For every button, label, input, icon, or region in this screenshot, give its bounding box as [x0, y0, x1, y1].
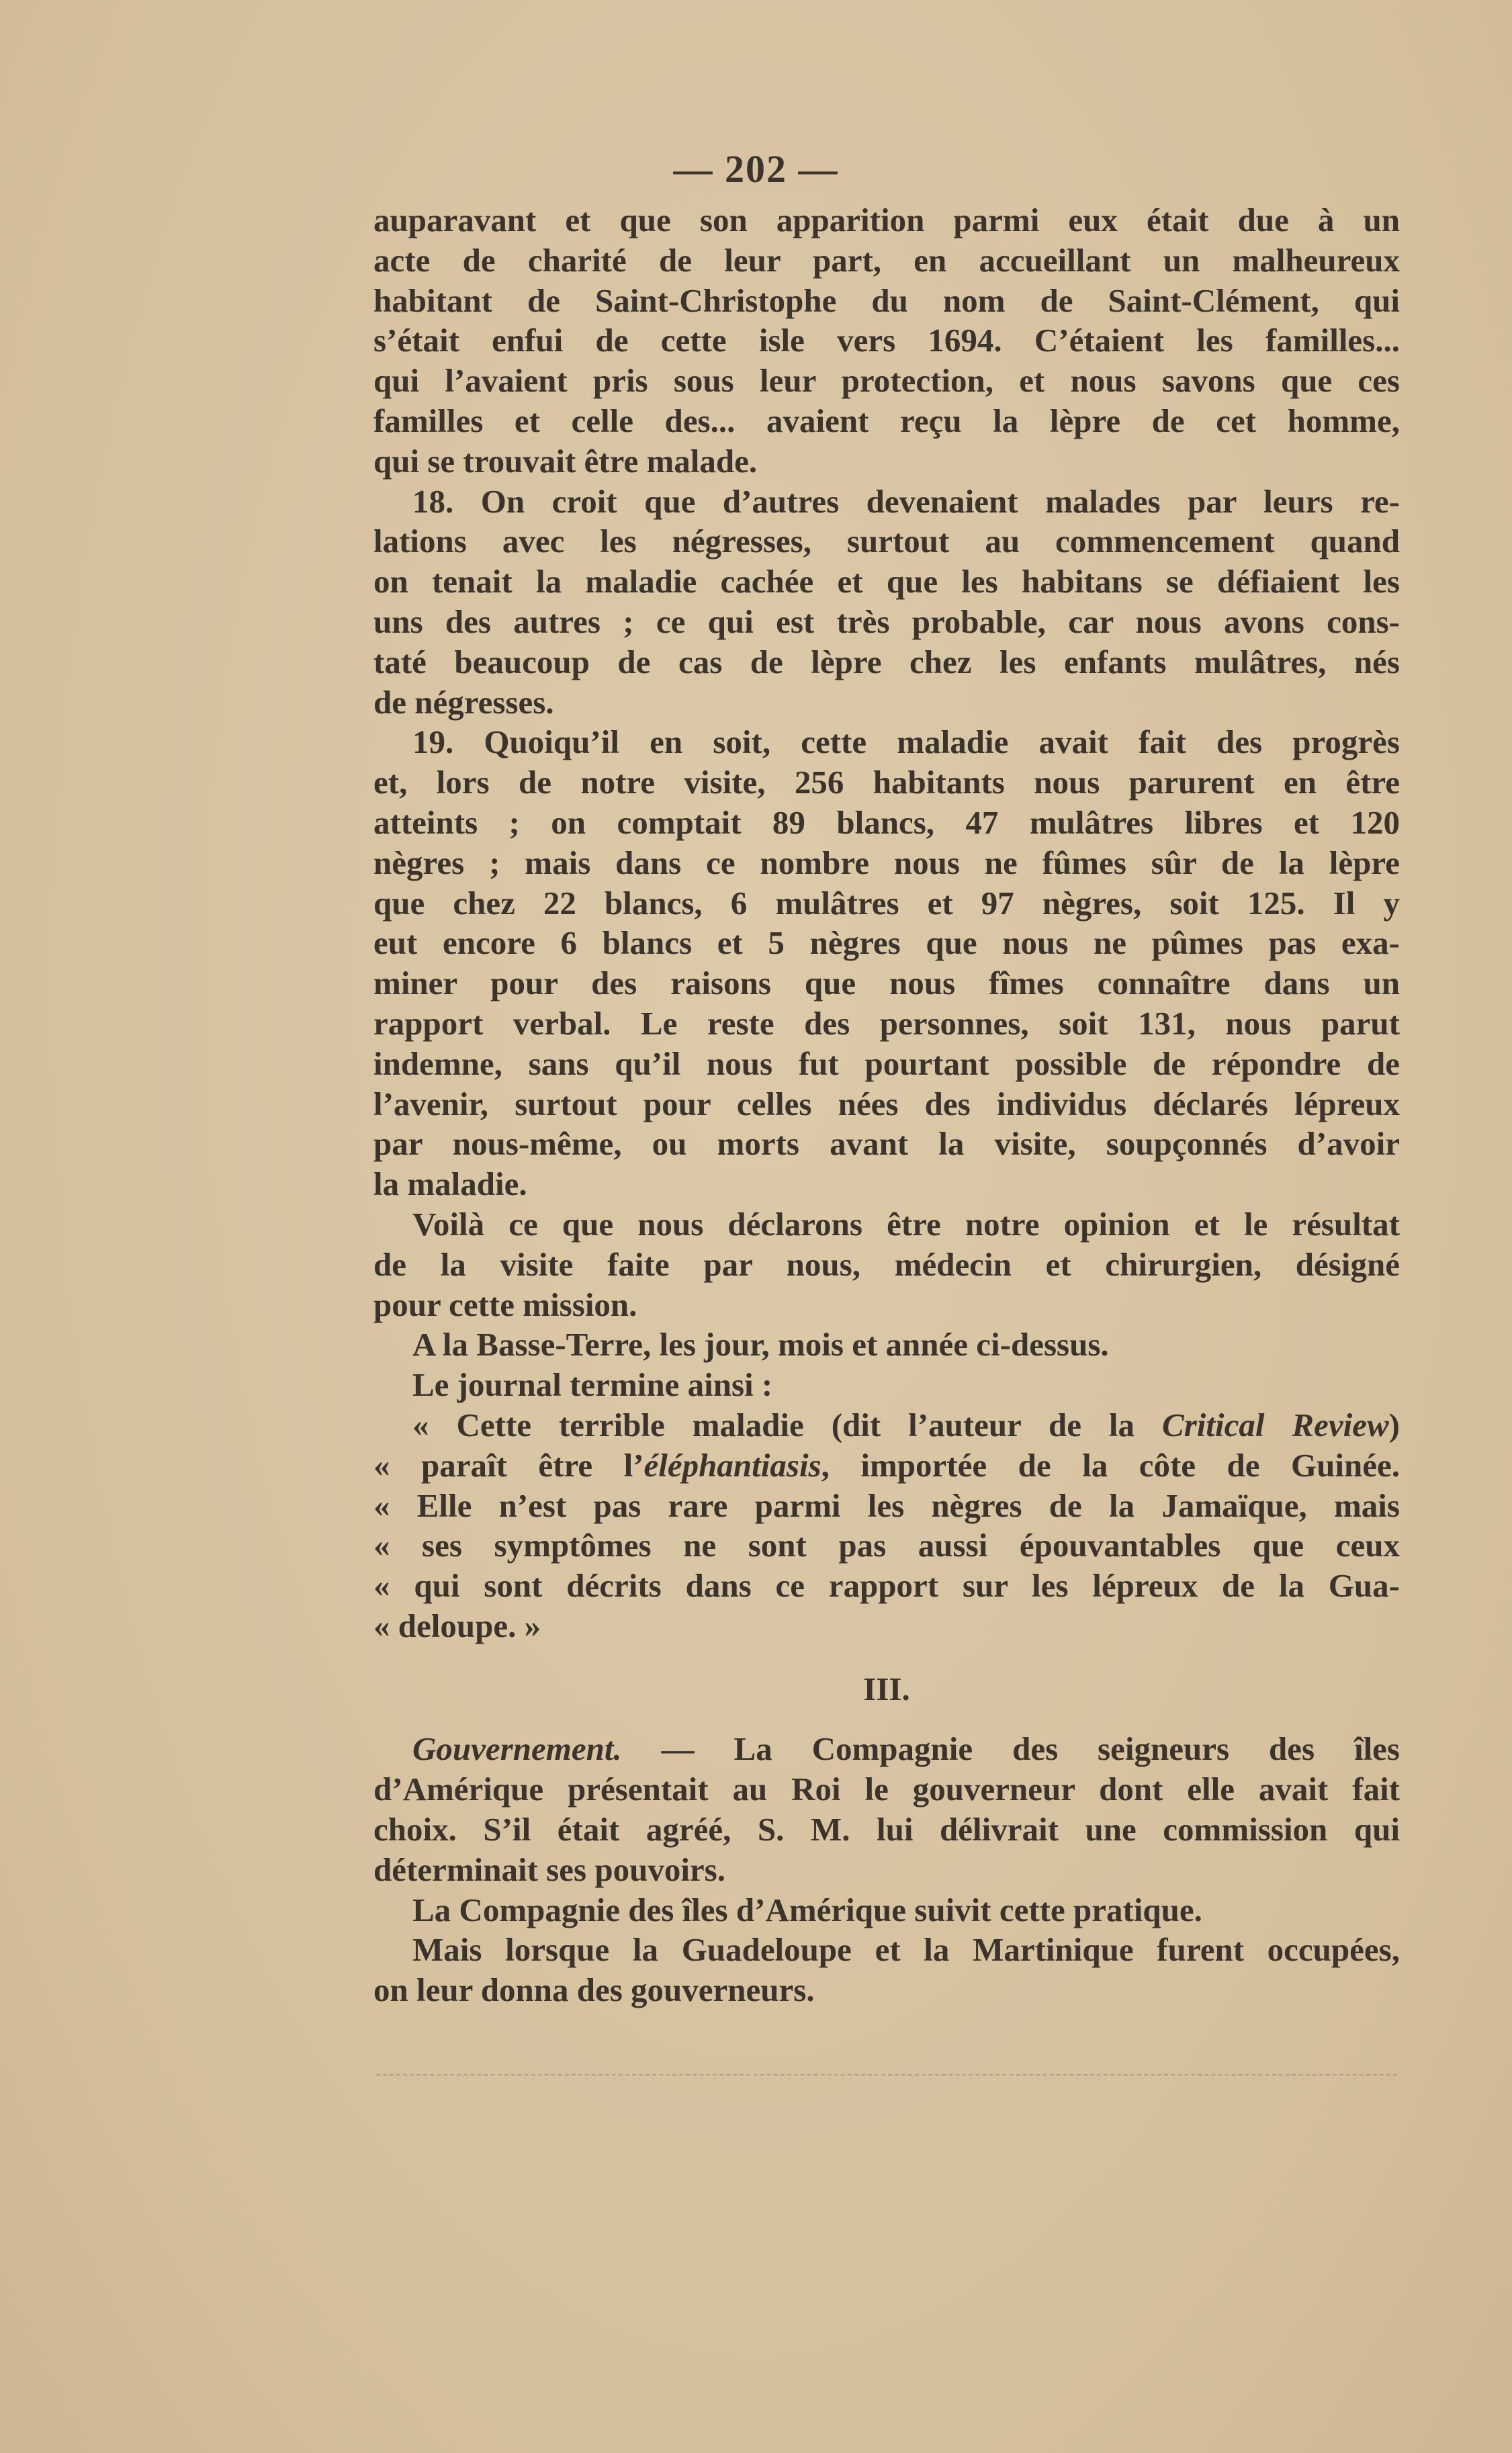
text-line — [373, 361, 1400, 401]
footer-dashed-rule — [376, 2074, 1397, 2076]
text-line — [373, 401, 1400, 441]
italic-text: éléphantiasis — [643, 1446, 821, 1484]
text-segment: de la visite faite par nous, médecin et chirurgien, désigné — [373, 1245, 1400, 1283]
italic-text: Gouvernement. — [412, 1730, 622, 1768]
text-segment: déterminait ses pouvoirs. — [373, 1850, 725, 1888]
text-line — [373, 1285, 1400, 1325]
text-line — [373, 1445, 1400, 1486]
text-line — [373, 320, 1400, 361]
page-number: — 202 — — [673, 147, 839, 191]
text-line — [373, 803, 1400, 843]
text-segment: habitant de Saint-Christophe du nom de Saint-Clément, qui — [373, 281, 1400, 319]
text-segment: de négresses. — [373, 683, 554, 721]
text-segment: « Cette terrible maladie (dit l’auteur de la — [412, 1406, 1163, 1443]
text-segment: indemne, sans qu’il nous fut pourtant possible de répondre de — [373, 1044, 1400, 1082]
text-line — [373, 1365, 1400, 1405]
text-line — [373, 1124, 1400, 1164]
text-segment: auparavant et que son apparition parmi eux était due à un — [373, 202, 1400, 238]
text-line — [373, 1486, 1400, 1526]
text-line — [373, 240, 1400, 281]
text-line — [373, 1164, 1400, 1204]
text-segment: acte de charité de leur part, en accueillant un malheureux — [373, 241, 1400, 279]
text-line — [373, 1004, 1400, 1044]
text-segment: 19. Quoiqu’il en soit, cette maladie avait fait des progrès — [412, 723, 1400, 761]
text-line — [373, 1810, 1400, 1850]
text-segment: 18. On croit que d’autres devenaient malades par leurs re- — [412, 482, 1400, 520]
text-line — [373, 1084, 1400, 1124]
text-segment: choix. S’il était agréé, S. M. lui délivrait une commission qui — [373, 1811, 1400, 1848]
text-line — [373, 722, 1400, 762]
text-segment: familles et celle des... avaient reçu la lèpre de cet homme, — [373, 402, 1400, 439]
text-segment: eut encore 6 blancs et 5 nègres que nous ne pûmes pas exa- — [373, 924, 1400, 962]
text-line — [373, 1970, 1400, 2010]
text-line — [373, 642, 1400, 682]
text-segment: « deloupe. » — [373, 1607, 541, 1644]
text-line — [373, 482, 1400, 522]
text-line — [373, 441, 1400, 482]
text-segment: « paraît être l’ — [373, 1446, 644, 1484]
text-segment: III. — [863, 1670, 910, 1707]
text-line — [373, 602, 1400, 642]
text-line — [373, 1566, 1400, 1606]
text-line — [373, 281, 1400, 321]
text-segment: s’était enfui de cette isle vers 1694. C’étaient les familles... — [373, 322, 1400, 359]
text-segment: uns des autres ; ce qui est très probable, car nous avons cons- — [373, 603, 1400, 640]
text-segment: — La Compagnie des seigneurs des îles — [621, 1730, 1400, 1768]
text-line — [373, 883, 1400, 924]
text-segment: Mais lorsque la Guadeloupe et la Martinique furent occupées, — [412, 1931, 1400, 1969]
text-segment: on leur donna des gouverneurs. — [373, 1971, 815, 2009]
text-line — [373, 1769, 1400, 1810]
text-segment: on tenait la maladie cachée et que les habitans se défiaient les — [373, 563, 1400, 600]
text-segment: taté beaucoup de cas de lèpre chez les enfants mulâtres, nés — [373, 643, 1400, 680]
page-body-text — [373, 200, 1400, 2010]
text-line — [373, 1245, 1400, 1285]
text-line — [373, 1525, 1400, 1566]
text-segment: miner pour des raisons que nous fîmes connaître dans un — [373, 965, 1400, 1002]
text-line — [373, 963, 1400, 1004]
text-line — [373, 200, 1400, 240]
text-segment: que chez 22 blancs, 6 mulâtres et 97 nègres, soit 125. Il y — [373, 884, 1400, 922]
text-segment: lations avec les négresses, surtout au commencement quand — [373, 523, 1400, 560]
italic-text: Critical Review — [1162, 1406, 1389, 1443]
text-line — [373, 762, 1400, 803]
text-segment: rapport verbal. Le reste des personnes, soit 131, nous parut — [373, 1004, 1400, 1042]
text-segment: « Elle n’est pas rare parmi les nègres de la Jamaïque, mais — [373, 1486, 1400, 1524]
text-segment: Voilà ce que nous déclarons être notre opinion et le résultat — [412, 1205, 1400, 1243]
text-segment: ) — [1388, 1406, 1400, 1443]
text-segment: l’avenir, surtout pour celles nées des individus déclarés lépreux — [373, 1085, 1400, 1122]
text-line — [373, 1405, 1400, 1445]
text-line — [373, 1890, 1400, 1930]
text-segment: nègres ; mais dans ce nombre nous ne fûmes sûr de la lèpre — [373, 844, 1400, 881]
text-line — [373, 1325, 1400, 1365]
text-line — [373, 1204, 1400, 1245]
text-line — [373, 923, 1400, 963]
text-segment: atteints ; on comptait 89 blancs, 47 mulâtres libres et 120 — [373, 803, 1400, 841]
text-segment: « ses symptômes ne sont pas aussi épouvantables que ceux — [373, 1527, 1400, 1564]
text-line — [373, 521, 1400, 562]
text-segment: et, lors de notre visite, 256 habitants nous parurent en être — [373, 764, 1400, 801]
text-segment: pour cette mission. — [373, 1286, 637, 1323]
text-line — [373, 1729, 1400, 1769]
text-line — [373, 1606, 1400, 1646]
text-line — [373, 1044, 1400, 1084]
text-segment: , importée de la côte de Guinée. — [821, 1446, 1400, 1484]
text-segment: qui l’avaient pris sous leur protection, et nous savons que ces — [373, 362, 1400, 400]
text-segment: la maladie. — [373, 1165, 527, 1203]
text-line — [373, 682, 1400, 723]
text-segment: Le journal termine ainsi : — [412, 1366, 773, 1404]
text-segment: qui se trouvait être malade. — [373, 442, 758, 480]
text-line — [373, 843, 1400, 883]
text-line — [373, 562, 1400, 602]
text-line — [373, 1930, 1400, 1970]
section-heading — [373, 1669, 1400, 1709]
text-segment: « qui sont décrits dans ce rapport sur les lépreux de la Gua- — [373, 1567, 1400, 1605]
text-segment: La Compagnie des îles d’Amérique suivit cette pratique. — [412, 1891, 1202, 1928]
text-segment: par nous-même, ou morts avant la visite, soupçonnés d’avoir — [373, 1125, 1400, 1163]
text-line — [373, 1850, 1400, 1890]
text-segment: d’Amérique présentait au Roi le gouverneur dont elle avait fait — [373, 1771, 1400, 1808]
text-segment: A la Basse-Terre, les jour, mois et année ci-dessus. — [412, 1326, 1109, 1364]
